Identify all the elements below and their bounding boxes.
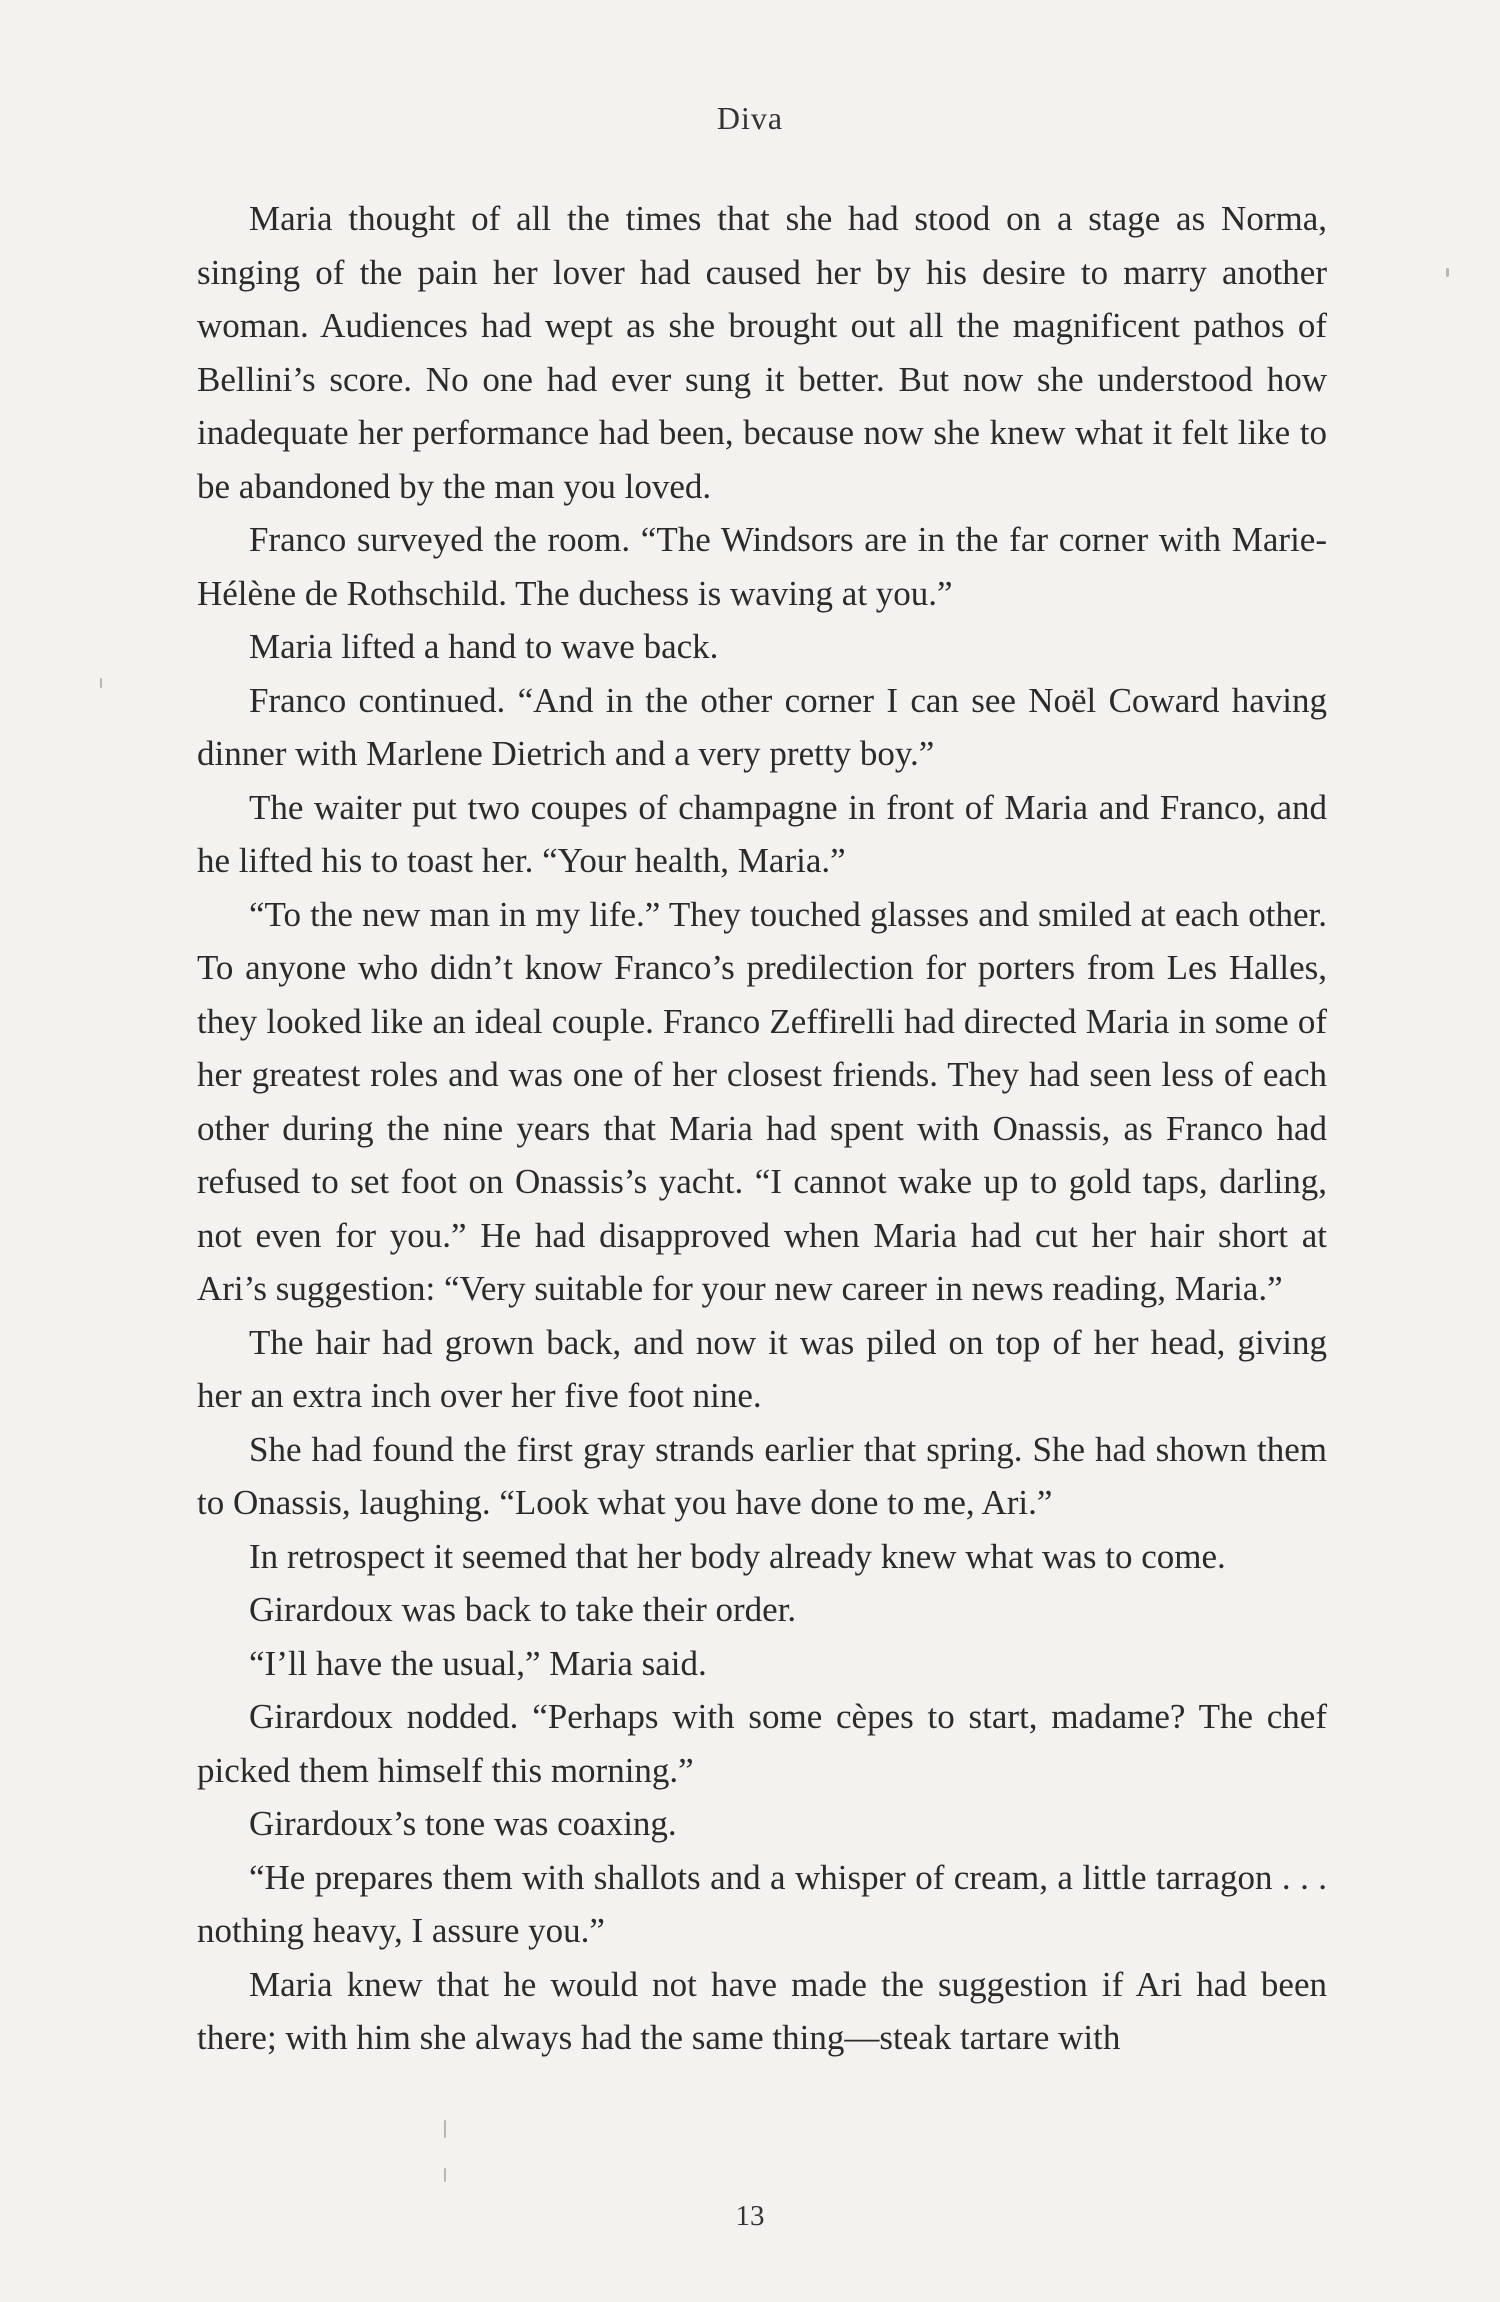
running-head: Diva (716, 100, 784, 136)
scan-speck (100, 678, 102, 688)
paragraph: Franco surveyed the room. “The Windsors are in the far corner with Marie-Hélène de Rothschild. The duchess is waving at you.” (197, 520, 1327, 613)
paragraph: The waiter put two coupes of champagne in front of Maria and Franco, and he lifted his to toast her. “Your health, Maria.” (197, 787, 1327, 880)
paragraph: Maria thought of all the times that she had stood on a stage as Norma, singing of the pain her lover had caused her by his desire to marry another woman. Audiences had wept as she brought out all the magnificent pathos of Bellini’s score. No one had ever sung it better. But now she understood how inadequate her performance had been, because now she knew what it felt like to be abandoned by the man you loved. (197, 199, 1327, 506)
paragraph: Franco continued. “And in the other corner I can see Noël Coward having dinner with Marlene Dietrich and a very pretty boy.” (197, 680, 1327, 773)
paragraph: “I’ll have the usual,” Maria said. (249, 1643, 707, 1683)
paragraph: Girardoux was back to take their order. (249, 1590, 797, 1629)
paragraph: Maria lifted a hand to wave back. (249, 627, 719, 666)
paragraph: “He prepares them with shallots and a whisper of cream, a little tarragon . . . nothing heavy, I assure you.” (197, 1857, 1327, 1950)
paragraph: Maria knew that he would not have made the suggestion if Ari had been there; with him she always had the same thing—steak tartare with (197, 1964, 1327, 2057)
paragraph: “To the new man in my life.” They touched glasses and smiled at each other. To anyone who didn’t know Franco’s predilection for porters from Les Halles, they looked like an ideal couple. Franco Zeffirelli had directed Maria in some of her greatest roles and was one of her closest friends. They had seen less of each other during the nine years that Maria had spent with Onassis, as Franco had refused to set foot on Onassis’s yacht. “I cannot wake up to gold taps, darling, not even for you.” He had disapproved when Maria had cut her hair short at Ari’s suggestion: “Very suitable for your new career in news reading, Maria.” (197, 894, 1327, 1308)
scan-speck (444, 2120, 446, 2138)
paragraph: Girardoux nodded. “Perhaps with some cèpes to start, madame? The chef picked them himself this morning.” (197, 1697, 1327, 1790)
scan-speck (444, 2168, 446, 2182)
paragraph: The hair had grown back, and now it was piled on top of her head, giving her an extra inch over her five foot nine. (197, 1322, 1327, 1415)
body-text (197, 192, 1327, 2065)
page-number: 13 (735, 2200, 765, 2232)
paragraph: In retrospect it seemed that her body already knew what was to come. (249, 1536, 1226, 1576)
paragraph: Girardoux’s tone was coaxing. (249, 1804, 677, 1843)
scan-speck (1446, 268, 1449, 277)
paragraph: She had found the first gray strands earlier that spring. She had shown them to Onassis, laughing. “Look what you have done to me, Ari.” (197, 1429, 1327, 1522)
